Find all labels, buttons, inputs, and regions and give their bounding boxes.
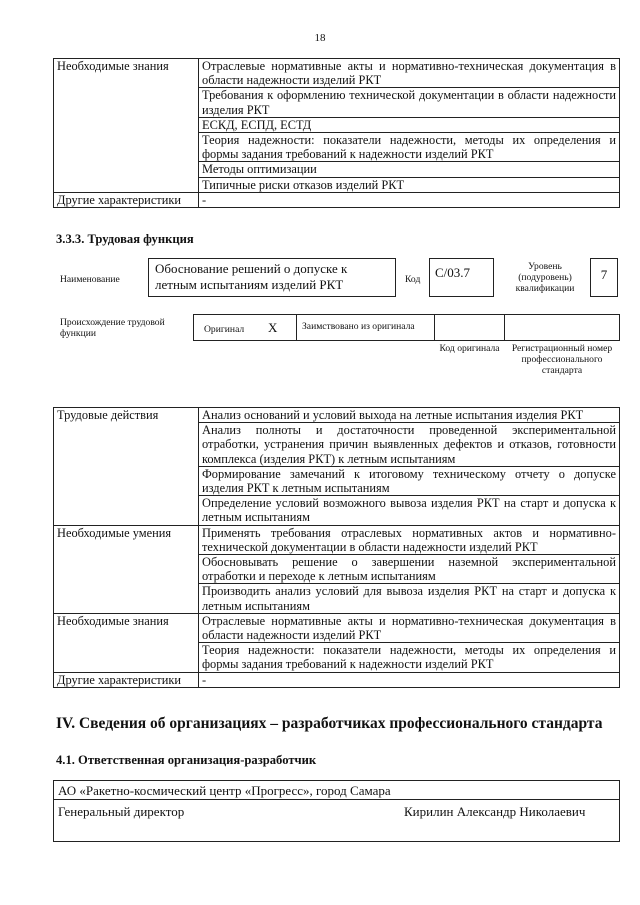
row-item: Анализ полноты и достаточности проведенной экспериментальной отработки, устранения причин выявленных дефектов и отказов, готовности комплекса (изделия РКТ) к летным испытаниям bbox=[199, 423, 620, 467]
qualification-level-value: 7 bbox=[590, 258, 618, 297]
row-item: Формирование замечаний к итоговому техническому отчету о допуске изделия РКТ к летным испытаниям bbox=[199, 466, 620, 495]
row-item: Определение условий возможного вывоза изделия РКТ на старт и допуска к летным испытаниям bbox=[199, 496, 620, 525]
representative-position: Генеральный директор bbox=[58, 804, 185, 819]
row-item: Отраслевые нормативные акты и нормативно-техническая документация в области надежности изделий РКТ bbox=[199, 59, 620, 88]
table-row bbox=[54, 408, 620, 423]
table-row bbox=[54, 613, 620, 642]
section-41-heading: 4.1. Ответственная организация-разработчик bbox=[56, 753, 317, 767]
row-item: Обосновывать решение о завершении наземной экспериментальной отработки и переходе к летным испытаниям bbox=[199, 555, 620, 584]
row-item: Производить анализ условий для вывоза изделия РКТ на старт и допуска к летным испытаниям bbox=[199, 584, 620, 613]
original-label: Оригинал bbox=[204, 324, 245, 335]
row-item: Методы оптимизации bbox=[199, 162, 620, 177]
row-item: Теория надежности: показатели надежности, методы их определения и формы задания требований к надежности изделий РКТ bbox=[199, 133, 620, 162]
organization-representative bbox=[53, 799, 620, 842]
row-label: Необходимые знания bbox=[54, 59, 199, 193]
section-iv-heading: IV. Сведения об организациях – разработчиках профессионального стандарта bbox=[56, 715, 603, 732]
function-name-value: Обоснование решений о допуске к летным испытаниям изделий РКТ bbox=[148, 258, 396, 297]
row-label: Трудовые действия bbox=[54, 408, 199, 526]
page-number: 18 bbox=[314, 32, 326, 44]
row-item: - bbox=[199, 672, 620, 687]
borrowed-label: Заимствовано из оригинала bbox=[302, 321, 415, 332]
knowledge-table-continued bbox=[53, 58, 620, 208]
row-label: Необходимые знания bbox=[54, 613, 199, 672]
code-label: Код bbox=[405, 274, 421, 285]
table-row bbox=[54, 192, 620, 207]
reg-number-caption: Регистрационный номер профессионального стандарта bbox=[511, 343, 613, 376]
origin-label: Происхождение трудовой функции bbox=[60, 317, 165, 339]
row-label: Другие характеристики bbox=[54, 192, 199, 207]
labor-function-table bbox=[53, 407, 620, 688]
table-row bbox=[54, 59, 620, 88]
qualification-level-label: Уровень (подуровень) квалификации bbox=[515, 261, 575, 294]
original-mark: X bbox=[268, 320, 278, 335]
code-original-cell bbox=[434, 314, 505, 341]
row-item: Отраслевые нормативные акты и нормативно-техническая документация в области надежности изделий РКТ bbox=[199, 613, 620, 642]
name-label: Наименование bbox=[60, 274, 120, 285]
row-label: Необходимые умения bbox=[54, 525, 199, 613]
reg-number-cell bbox=[504, 314, 620, 341]
row-item: Теория надежности: показатели надежности, методы их определения и формы задания требований к надежности изделий РКТ bbox=[199, 643, 620, 672]
table-row bbox=[54, 672, 620, 687]
row-item: - bbox=[199, 192, 620, 207]
code-original-caption: Код оригинала bbox=[439, 343, 500, 354]
row-item: ЕСКД, ЕСПД, ЕСТД bbox=[199, 117, 620, 132]
representative-name: Кирилин Александр Николаевич bbox=[404, 804, 586, 819]
row-item: Применять требования отраслевых нормативных актов и нормативно-технической документации в области надежности изделий РКТ bbox=[199, 525, 620, 554]
row-item: Требования к оформлению технической документации в области надежности изделия РКТ bbox=[199, 88, 620, 117]
code-value: С/03.7 bbox=[429, 258, 494, 297]
organization-name: АО «Ракетно-космический центр «Прогресс», город Самара bbox=[53, 780, 620, 800]
borrowed-cell bbox=[296, 314, 435, 341]
row-item: Анализ оснований и условий выхода на летные испытания изделия РКТ bbox=[199, 408, 620, 423]
section-heading-333: 3.3.3. Трудовая функция bbox=[56, 232, 194, 246]
row-item: Типичные риски отказов изделий РКТ bbox=[199, 177, 620, 192]
table-row bbox=[54, 525, 620, 554]
row-label: Другие характеристики bbox=[54, 672, 199, 687]
original-cell bbox=[193, 314, 297, 341]
